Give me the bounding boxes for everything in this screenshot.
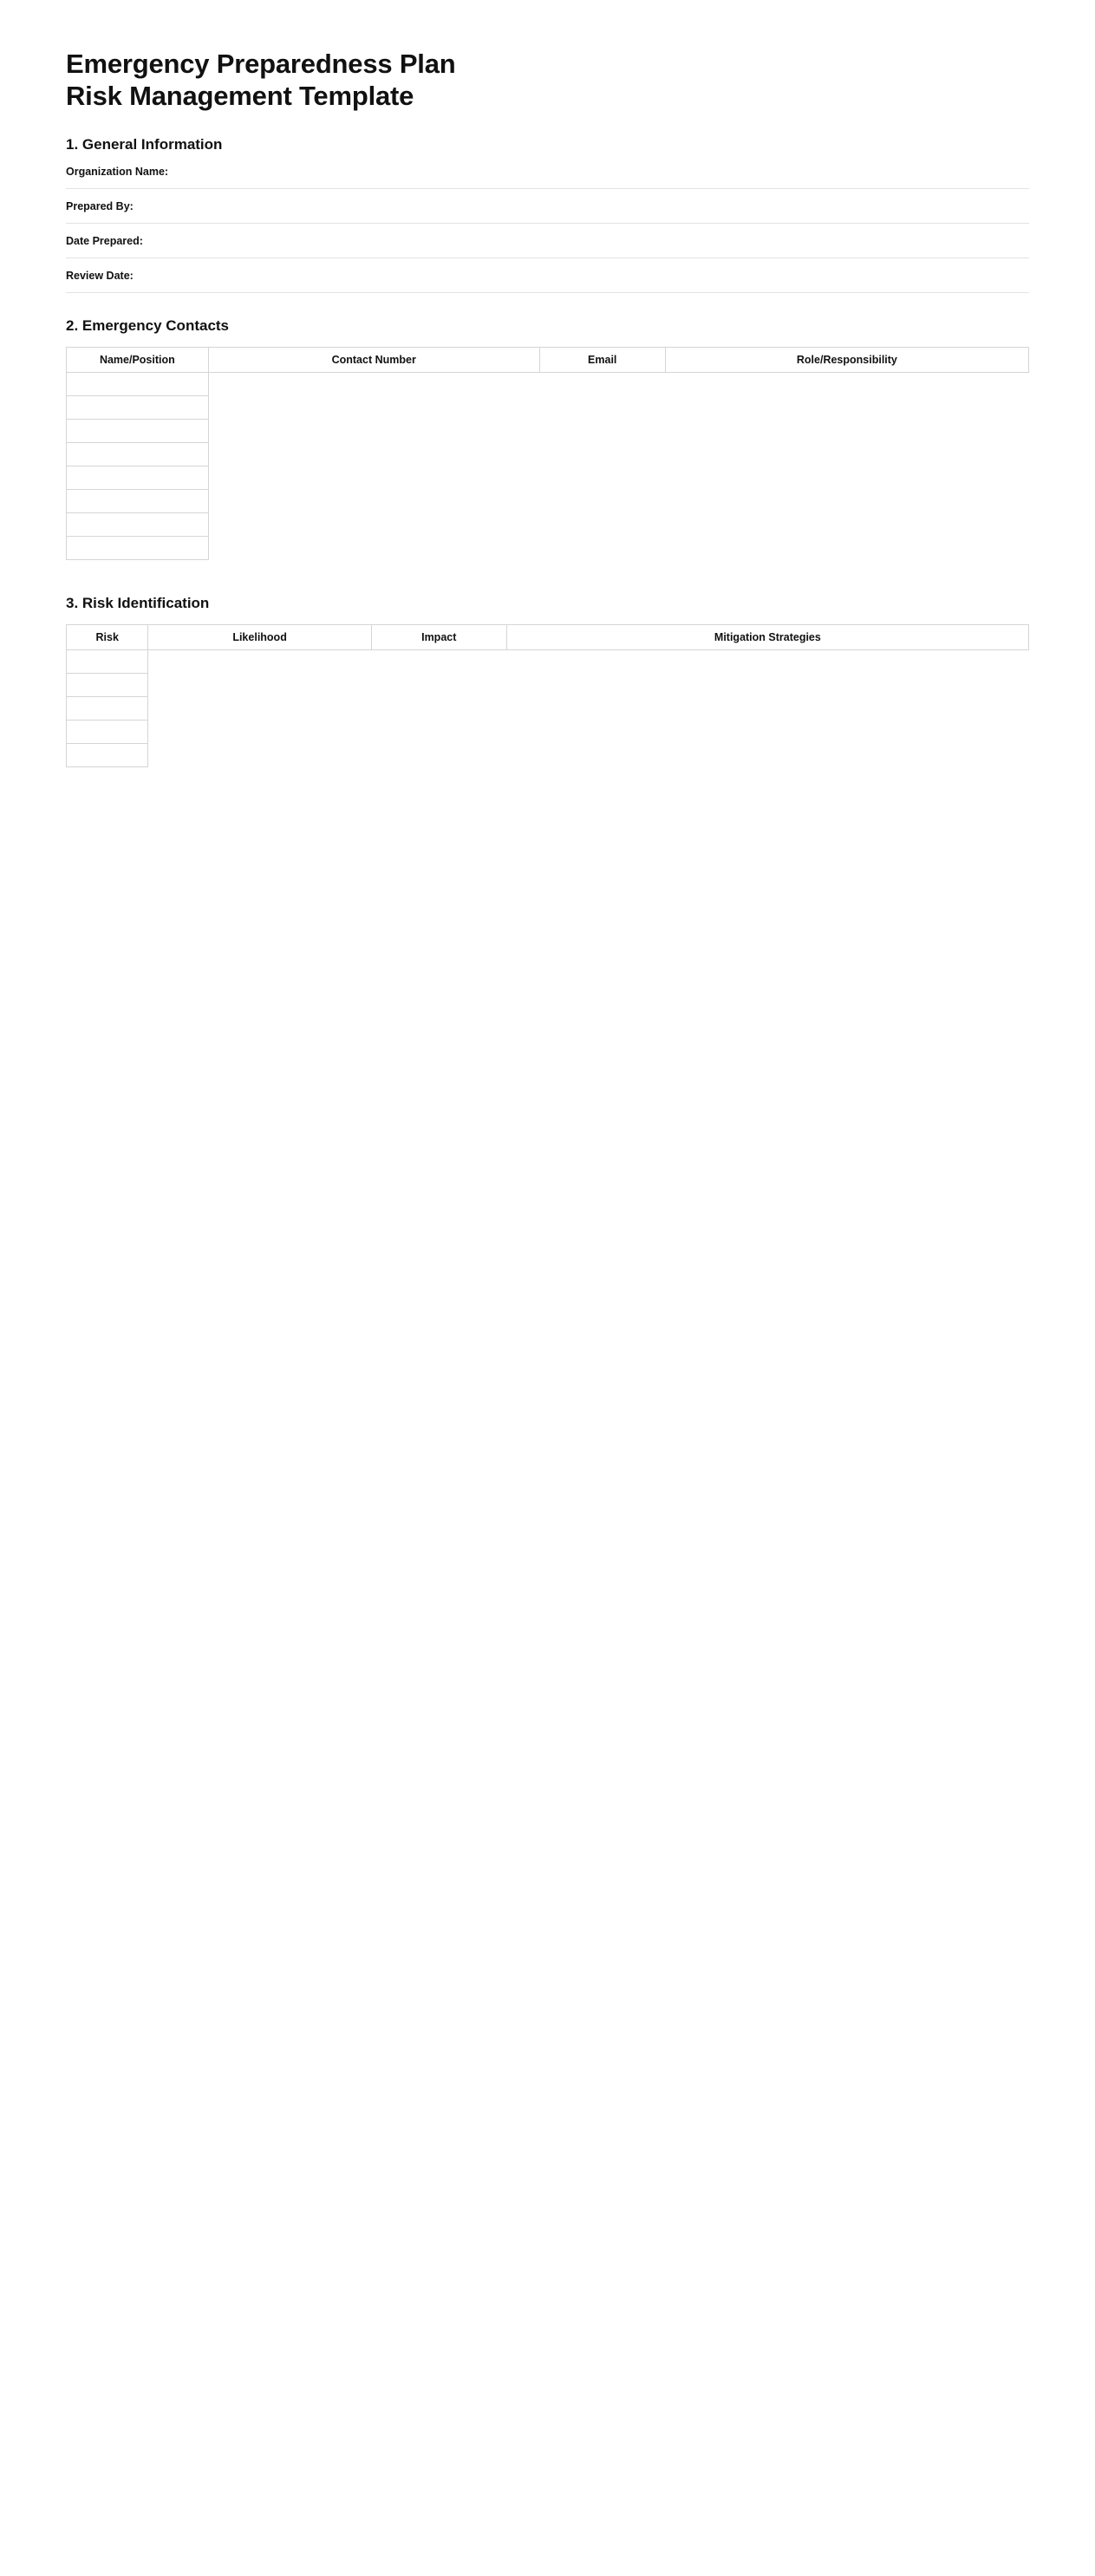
cell-blank	[506, 721, 1028, 744]
input-name-position[interactable]	[67, 467, 208, 488]
cell-blank	[148, 674, 371, 697]
table-row	[67, 373, 1029, 396]
cell-blank	[539, 513, 665, 537]
cell-risk[interactable]	[67, 650, 148, 674]
table-row	[67, 650, 1029, 674]
table-row	[67, 420, 1029, 443]
cell-blank	[539, 466, 665, 490]
cell-blank	[506, 674, 1028, 697]
cell-blank	[371, 674, 506, 697]
table-row	[67, 513, 1029, 537]
column-header-contact-number: Contact Number	[208, 348, 539, 373]
table-row	[67, 443, 1029, 466]
cell-blank	[506, 697, 1028, 721]
page-title	[66, 49, 1029, 112]
section-heading-general-information: 1. General Information	[66, 136, 223, 153]
page-whitespace	[66, 767, 1029, 2371]
input-risk[interactable]	[67, 651, 147, 672]
field-row-review-date	[66, 270, 1029, 293]
section-risk-identification	[66, 595, 1029, 767]
column-header-email: Email	[539, 348, 665, 373]
column-header-impact: Impact	[371, 625, 506, 650]
cell-risk[interactable]	[67, 744, 148, 767]
cell-blank	[506, 650, 1028, 674]
table-row	[67, 490, 1029, 513]
cell-risk[interactable]	[67, 674, 148, 697]
cell-name-position[interactable]	[67, 443, 209, 466]
input-risk[interactable]	[67, 721, 147, 742]
cell-risk[interactable]	[67, 721, 148, 744]
field-label-date-prepared: Date Prepared:	[66, 235, 143, 248]
column-header-risk: Risk	[67, 625, 148, 650]
table-row	[67, 697, 1029, 721]
cell-blank	[208, 396, 539, 420]
cell-name-position[interactable]	[67, 490, 209, 513]
page-title-line-1: Emergency Preparedness Plan	[66, 49, 456, 79]
cell-blank	[148, 697, 371, 721]
cell-blank	[665, 513, 1028, 537]
page-title-line-2: Risk Management Template	[66, 80, 414, 111]
input-risk[interactable]	[67, 675, 147, 695]
cell-blank	[371, 721, 506, 744]
cell-blank	[539, 490, 665, 513]
emergency-contacts-table	[66, 347, 1029, 560]
cell-blank	[148, 650, 371, 674]
cell-blank	[148, 721, 371, 744]
input-name-position[interactable]	[67, 538, 208, 558]
section-emergency-contacts	[66, 317, 1029, 560]
cell-blank	[665, 420, 1028, 443]
cell-blank	[208, 513, 539, 537]
input-name-position[interactable]	[67, 514, 208, 535]
cell-name-position[interactable]	[67, 537, 209, 560]
cell-name-position[interactable]	[67, 373, 209, 396]
column-header-name-position: Name/Position	[67, 348, 209, 373]
cell-blank	[371, 744, 506, 767]
table-row	[67, 537, 1029, 560]
cell-blank	[371, 697, 506, 721]
cell-risk[interactable]	[67, 697, 148, 721]
table-header-row	[67, 348, 1029, 373]
cell-blank	[208, 466, 539, 490]
section-heading-risk-identification: 3. Risk Identification	[66, 595, 210, 612]
table-row	[67, 721, 1029, 744]
field-label-prepared-by: Prepared By:	[66, 200, 134, 213]
section-heading-emergency-contacts: 2. Emergency Contacts	[66, 317, 230, 335]
cell-blank	[539, 443, 665, 466]
field-label-organization-name: Organization Name:	[66, 166, 169, 179]
section-general-information	[66, 136, 1029, 293]
input-name-position[interactable]	[67, 491, 208, 512]
cell-name-position[interactable]	[67, 396, 209, 420]
cell-blank	[539, 373, 665, 396]
cell-blank	[665, 490, 1028, 513]
table-row	[67, 396, 1029, 420]
cell-blank	[539, 537, 665, 560]
input-risk[interactable]	[67, 698, 147, 719]
cell-blank	[665, 466, 1028, 490]
table-row	[67, 466, 1029, 490]
column-header-likelihood: Likelihood	[148, 625, 371, 650]
cell-name-position[interactable]	[67, 420, 209, 443]
cell-blank	[208, 537, 539, 560]
column-header-mitigation-strategies: Mitigation Strategies	[506, 625, 1028, 650]
input-name-position[interactable]	[67, 397, 208, 418]
column-header-role-responsibility: Role/Responsibility	[665, 348, 1028, 373]
cell-blank	[208, 443, 539, 466]
table-row	[67, 744, 1029, 767]
cell-blank	[208, 420, 539, 443]
input-name-position[interactable]	[67, 421, 208, 441]
cell-blank	[539, 420, 665, 443]
cell-blank	[665, 396, 1028, 420]
cell-blank	[208, 373, 539, 396]
table-header-row	[67, 625, 1029, 650]
cell-blank	[665, 443, 1028, 466]
cell-name-position[interactable]	[67, 466, 209, 490]
risk-identification-table	[66, 624, 1029, 767]
field-label-review-date: Review Date:	[66, 270, 134, 283]
cell-blank	[665, 537, 1028, 560]
input-name-position[interactable]	[67, 444, 208, 465]
field-row-organization-name	[66, 166, 1029, 189]
field-row-date-prepared	[66, 235, 1029, 258]
cell-blank	[506, 744, 1028, 767]
table-row	[67, 674, 1029, 697]
cell-name-position[interactable]	[67, 513, 209, 537]
cell-blank	[665, 373, 1028, 396]
cell-blank	[371, 650, 506, 674]
cell-blank	[148, 744, 371, 767]
input-name-position[interactable]	[67, 374, 208, 395]
field-row-prepared-by	[66, 200, 1029, 224]
input-risk[interactable]	[67, 745, 147, 766]
cell-blank	[208, 490, 539, 513]
cell-blank	[539, 396, 665, 420]
